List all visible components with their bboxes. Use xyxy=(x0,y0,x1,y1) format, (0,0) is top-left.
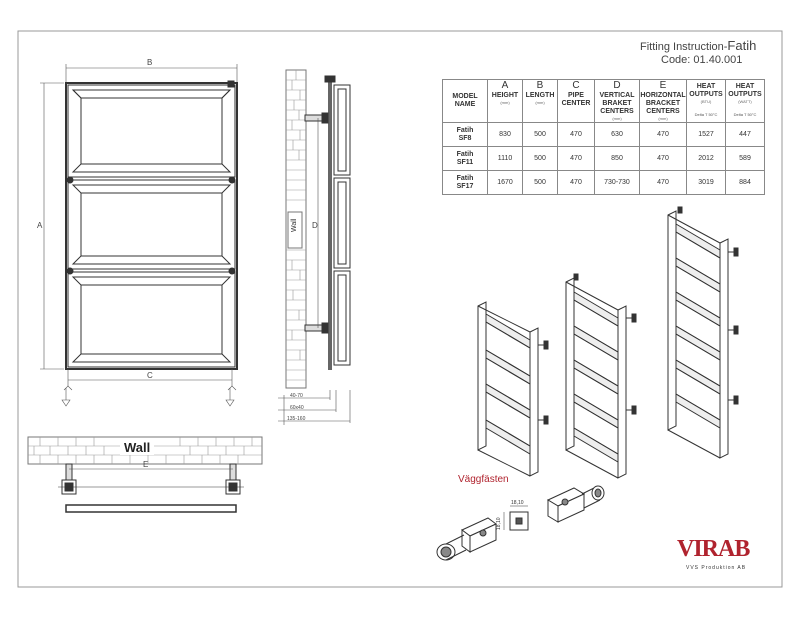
dim-60x40: 60x40 xyxy=(290,405,304,411)
cell-e: 470 xyxy=(640,123,687,147)
header-a: A HEIGHT (mm) xyxy=(488,80,523,123)
cell-c: 470 xyxy=(558,147,595,171)
logo-subtitle: VVS Produktion AB xyxy=(686,565,747,571)
header-e: E HORIZONTAL BRACKET CENTERS (mm) xyxy=(640,80,686,121)
spec-table-header xyxy=(443,80,765,123)
cell-a: 1670 xyxy=(488,171,523,195)
dim-label-e: E xyxy=(143,460,149,469)
bracket-detail-center xyxy=(504,506,528,530)
table-row xyxy=(443,171,765,195)
cell-watt: 447 xyxy=(726,123,765,147)
virab-logo: VIRAB xyxy=(677,536,750,562)
fitting-instruction-title xyxy=(640,38,756,53)
dim-label-c: C xyxy=(147,371,153,380)
bracket-detail-right xyxy=(548,486,604,522)
dim-label-b: B xyxy=(147,58,153,67)
cell-model: Fatih SF8 xyxy=(443,123,488,147)
cell-a: 830 xyxy=(488,123,523,147)
header-heat-watt: HEAT OUTPUTS (WATT) Delta T 50°C xyxy=(726,80,765,123)
dim-135-160: 135-160 xyxy=(287,416,306,422)
dim-label-a: A xyxy=(37,221,43,230)
dim-40-70: 40-70 xyxy=(290,393,303,399)
cell-b: 500 xyxy=(523,147,558,171)
top-wall-label: Wall xyxy=(120,440,154,455)
cell-btu: 2012 xyxy=(687,147,726,171)
product-code: Code: 01.40.001 xyxy=(661,54,743,66)
cell-d: 630 xyxy=(595,123,640,147)
title-prefix: Fitting Instruction- xyxy=(640,41,728,53)
side-wall-label: Wall xyxy=(291,218,298,232)
front-view xyxy=(66,81,237,369)
cell-d: 850 xyxy=(595,147,640,171)
header-c: C PIPE CENTER xyxy=(558,80,595,123)
brackets-title: Väggfästen xyxy=(458,474,509,485)
cell-watt: 589 xyxy=(726,147,765,171)
title-model-name: Fatih xyxy=(727,38,757,53)
isometric-radiator-small xyxy=(478,302,548,476)
isometric-radiator-medium xyxy=(566,274,636,478)
cell-btu: 1527 xyxy=(687,123,726,147)
header-b: B LENGTH (mm) xyxy=(523,80,558,123)
header-model: MODEL NAME xyxy=(443,80,488,123)
table-row xyxy=(443,147,765,171)
bracket-dim-side: 18,10 xyxy=(496,517,502,530)
cell-d: 730-730 xyxy=(595,171,640,195)
cell-b: 500 xyxy=(523,123,558,147)
cell-e: 470 xyxy=(640,147,687,171)
cell-e: 470 xyxy=(640,171,687,195)
cell-model: Fatih SF17 xyxy=(443,171,488,195)
header-heat-btu: HEAT OUTPUTS (BTU) Delta T 50°C xyxy=(687,80,726,123)
cell-btu: 3019 xyxy=(687,171,726,195)
cell-watt: 884 xyxy=(726,171,765,195)
spec-table xyxy=(442,79,765,195)
isometric-radiator-large xyxy=(668,207,738,458)
bracket-detail-left xyxy=(437,518,496,560)
cell-c: 470 xyxy=(558,171,595,195)
header-d: D VERTICAL BRAKET CENTERS (mm) xyxy=(595,80,640,123)
front-dimensions xyxy=(40,64,237,406)
dim-label-d: D xyxy=(312,221,318,230)
cell-b: 500 xyxy=(523,171,558,195)
table-row xyxy=(443,123,765,147)
cell-c: 470 xyxy=(558,123,595,147)
cell-model: Fatih SF11 xyxy=(443,147,488,171)
cell-a: 1110 xyxy=(488,147,523,171)
bracket-dim-top: 18,10 xyxy=(511,500,524,506)
